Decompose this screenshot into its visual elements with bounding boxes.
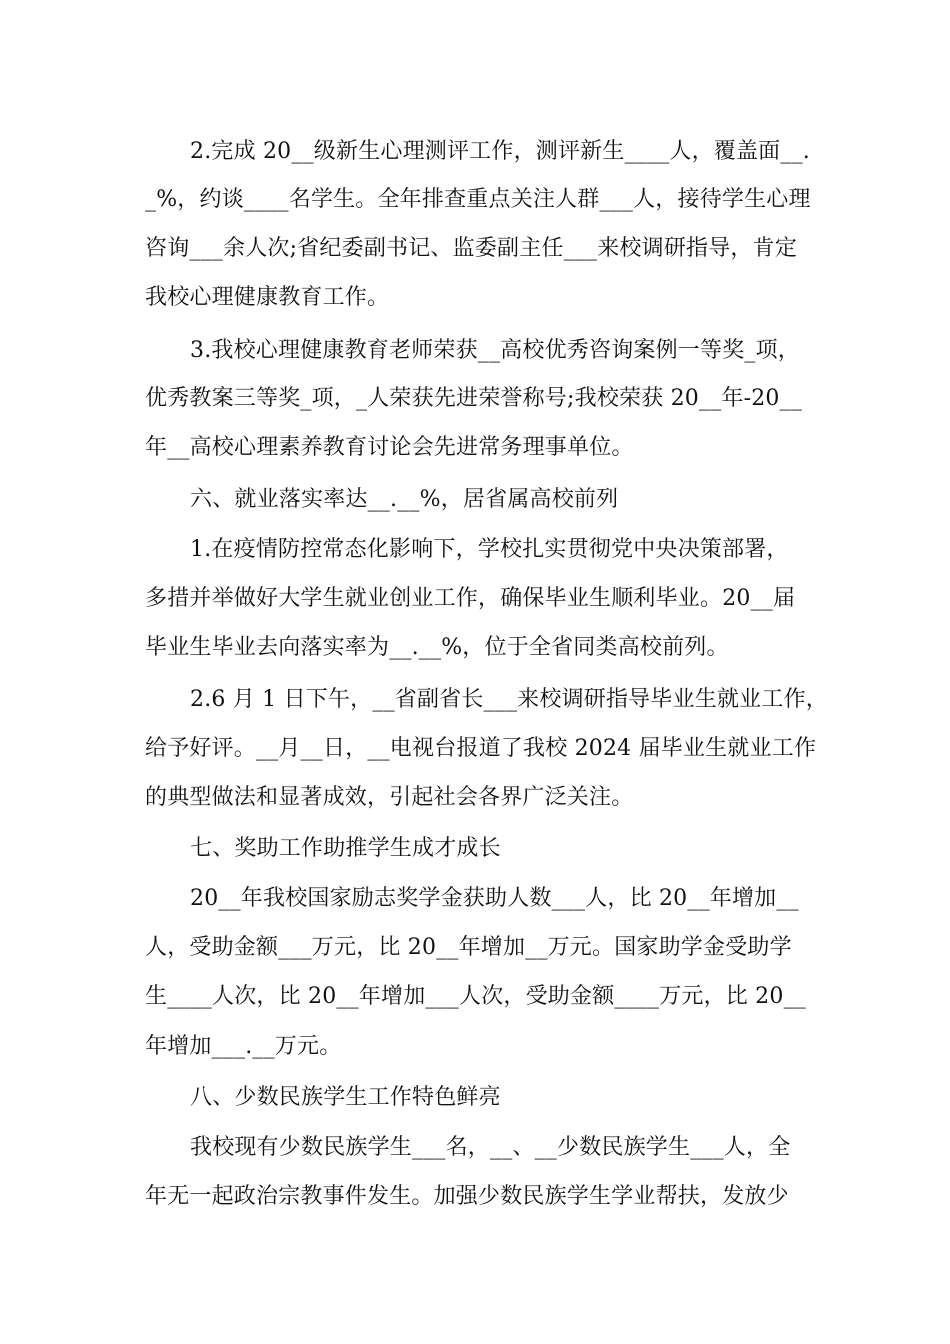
paragraph-line: 我校现有少数民族学生___名，__、__少数民族学生___人，全 <box>190 1135 791 1160</box>
paragraph-line: _%，约谈____名学生。全年排查重点关注人群___人，接待学生心理 <box>145 187 811 212</box>
section-heading: 七、奖助工作助推学生成才成长 <box>190 836 501 861</box>
section-heading: 六、就业落实率达__.__%，居省属高校前列 <box>190 487 619 512</box>
paragraph-line: 生____人次，比 20__年增加___人次，受助金额____万元，比 20__ <box>145 984 806 1009</box>
paragraph-line: 2.6 月 1 日下午，__省副省长___来校调研指导毕业生就业工作， <box>190 687 828 712</box>
paragraph-line: 多措并举做好大学生就业创业工作，确保毕业生顺利毕业。20__届 <box>145 586 796 611</box>
paragraph-line: 的典型做法和显著成效，引起社会各界广泛关注。 <box>145 785 634 810</box>
paragraph-line: 人，受助金额___万元，比 20__年增加__万元。国家助学金受助学 <box>145 935 792 960</box>
paragraph-line: 1.在疫情防控常态化影响下，学校扎实贯彻党中央决策部署， <box>190 537 789 562</box>
paragraph-line: 2.完成 20__级新生心理测评工作，测评新生____人，覆盖面__. <box>190 139 810 164</box>
paragraph-line: 3.我校心理健康教育老师荣获__高校优秀咨询案例一等奖_项， <box>190 338 800 363</box>
paragraph-line: 优秀教案三等奖_项，_人荣获先进荣誉称号;我校荣获 20__年-20__ <box>145 386 803 411</box>
paragraph-line: 20__年我校国家励志奖学金获助人数___人，比 20__年增加__ <box>190 886 799 911</box>
section-heading: 八、少数民族学生工作特色鲜亮 <box>190 1085 501 1110</box>
paragraph-line: 毕业生毕业去向落实率为__.__%，位于全省同类高校前列。 <box>145 635 729 660</box>
paragraph-line: 咨询___余人次;省纪委副书记、监委副主任___来校调研指导，肯定 <box>145 236 798 261</box>
paragraph-line: 年__高校心理素养教育讨论会先进常务理事单位。 <box>145 435 634 460</box>
paragraph-line: 我校心理健康教育工作。 <box>145 285 390 310</box>
paragraph-line: 年无一起政治宗教事件发生。加强少数民族学生学业帮扶，发放少 <box>145 1184 789 1209</box>
paragraph-line: 年增加___.__万元。 <box>145 1034 342 1059</box>
paragraph-line: 给予好评。__月__日，__电视台报道了我校 2024 届毕业生就业工作 <box>145 736 817 761</box>
